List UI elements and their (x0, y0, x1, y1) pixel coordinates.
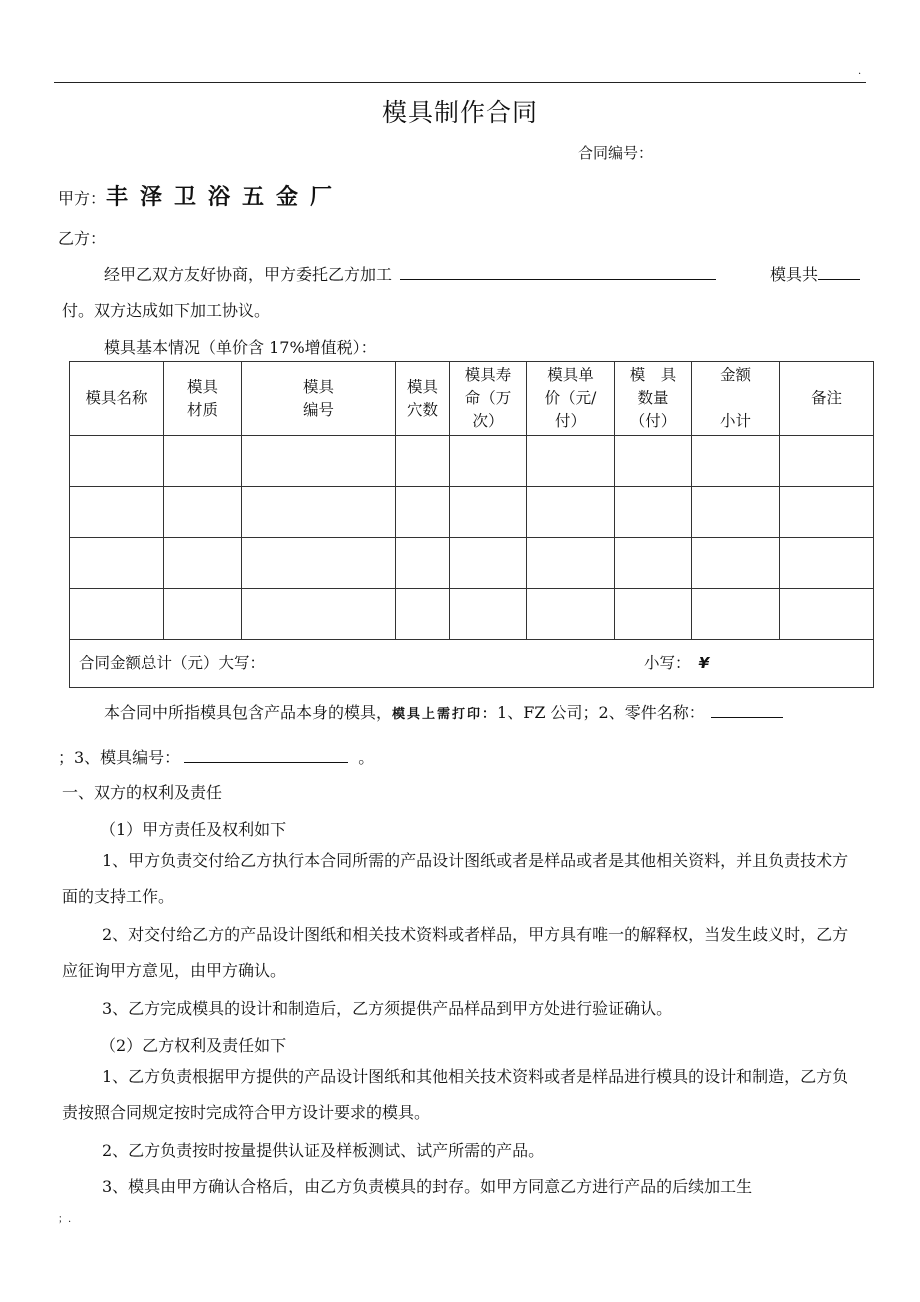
table-cell[interactable] (615, 487, 692, 538)
table-cell[interactable] (450, 538, 527, 589)
table-cell[interactable] (242, 487, 396, 538)
table-header-cell (396, 362, 450, 436)
clause-b2: 2、乙方负责按时按量提供认证及样板测试、试产所需的产品。 (102, 1141, 545, 1160)
table-header-cell (527, 362, 615, 436)
table-cell[interactable] (450, 436, 527, 487)
header-line (692, 387, 779, 410)
table-cell[interactable] (615, 589, 692, 640)
subsection-2-title: （2）乙方权利及责任如下 (100, 1036, 287, 1055)
table-cell[interactable] (527, 538, 615, 589)
mold-note-text-3: ；3、模具编号： (58, 748, 181, 767)
header-dot: . (858, 66, 862, 77)
total-amount-label: 合同金额总计（元）大写： (79, 654, 266, 672)
section-1-title: 一、双方的权利及责任 (62, 783, 223, 802)
party-a-name: 丰泽卫浴五金厂 (106, 184, 345, 210)
mold-note-text-2: 1、FZ 公司；2、零件名称： (497, 703, 705, 722)
party-a-line (58, 180, 344, 211)
table-cell[interactable] (692, 538, 780, 589)
intro-text-3: 付。双方达成如下加工协议。 (62, 301, 271, 320)
header-line: 材质 (186, 400, 218, 419)
table-header-row (70, 362, 874, 436)
header-line: 穴数 (406, 400, 438, 419)
table-row (70, 589, 874, 640)
mold-note-line-1 (104, 700, 783, 723)
table-cell[interactable] (396, 487, 450, 538)
page-title: 模具制作合同 (381, 98, 538, 127)
table-cell[interactable] (692, 436, 780, 487)
table-cell[interactable] (527, 487, 615, 538)
mold-number-blank[interactable] (184, 746, 348, 763)
quantity-blank[interactable] (818, 263, 860, 280)
table-body (70, 436, 874, 640)
table-cell[interactable] (450, 487, 527, 538)
table-cell[interactable] (164, 589, 242, 640)
header-line: 模具寿 (464, 366, 512, 384)
header-line: 命（万 (464, 389, 512, 407)
header-rule (54, 82, 866, 83)
mold-note-bold: 模具上需打印： (392, 707, 498, 722)
table-cell[interactable] (70, 436, 164, 487)
party-a-label: 甲方： (58, 189, 107, 208)
header-line: 次） (472, 412, 504, 430)
part-name-blank[interactable] (711, 701, 783, 718)
table-header-cell (70, 362, 164, 436)
table-cell[interactable] (780, 436, 874, 487)
total-row (70, 640, 874, 688)
table-cell[interactable] (527, 436, 615, 487)
table-header-cell (242, 362, 396, 436)
clause-b1: 1、乙方负责根据甲方提供的产品设计图纸和其他相关技术资料或者是样品进行模具的设计和制造，乙方负责按照合同规定按时完成符合甲方设计要求的模具。 (62, 1067, 849, 1122)
table-cell[interactable] (242, 538, 396, 589)
table-header-cell (692, 362, 780, 436)
clause-a1: 1、甲方负责交付给乙方执行本合同所需的产品设计图纸或者是样品或者是其他相关资料，并且负责技术方面的支持工作。 (62, 851, 849, 906)
table-cell[interactable] (450, 589, 527, 640)
table-cell[interactable] (242, 436, 396, 487)
table-cell[interactable] (396, 436, 450, 487)
mold-table (69, 361, 874, 688)
header-line: 付） (554, 412, 586, 430)
subsection-1-title: （1）甲方责任及权利如下 (100, 820, 287, 839)
contract-number-label: 合同编号： (578, 144, 654, 162)
table-cell[interactable] (242, 589, 396, 640)
mold-note-line-2 (58, 745, 374, 768)
product-blank[interactable] (400, 263, 716, 280)
table-header-cell (164, 362, 242, 436)
table-caption: 模具基本情况（单价含 17%增值税）： (104, 338, 377, 357)
header-line: 价（元/ (544, 389, 597, 407)
table-cell[interactable] (692, 487, 780, 538)
table-cell[interactable] (780, 487, 874, 538)
mold-note-end: 。 (358, 748, 375, 767)
header-line: 模具名称 (85, 389, 148, 407)
intro-line-1 (104, 262, 724, 285)
header-line: 模具 (406, 377, 438, 396)
table-cell[interactable] (164, 538, 242, 589)
table-cell[interactable] (396, 538, 450, 589)
table-cell[interactable] (164, 487, 242, 538)
table-header-cell (780, 362, 874, 436)
table-cell[interactable] (396, 589, 450, 640)
table-cell[interactable] (615, 538, 692, 589)
table-cell[interactable] (615, 436, 692, 487)
header-line: 模具 (302, 377, 334, 396)
currency-symbol: ¥ (698, 654, 710, 672)
table-cell[interactable] (527, 589, 615, 640)
header-line: 模具单 (547, 366, 594, 384)
table-cell[interactable] (780, 589, 874, 640)
mold-note-text-1: 本合同中所指模具包含产品本身的模具， (104, 703, 393, 722)
clause-a2: 2、对交付给乙方的产品设计图纸和相关技术资料或者样品，甲方具有唯一的解释权，当发生歧义时，乙方应征询甲方意见，由甲方确认。 (62, 925, 849, 980)
intro-text-1: 经甲乙双方友好协商，甲方委托乙方加工 (104, 265, 393, 284)
header-line: 备注 (810, 389, 842, 407)
table-row (70, 487, 874, 538)
table-row (70, 436, 874, 487)
table-cell[interactable] (70, 538, 164, 589)
intro-line-1-end (770, 262, 860, 285)
header-line: 模 具 (629, 366, 677, 384)
header-line: （付） (629, 412, 677, 430)
party-b-label: 乙方： (58, 229, 107, 248)
table-row (70, 538, 874, 589)
table-header-cell (450, 362, 527, 436)
table-header-cell (615, 362, 692, 436)
table-cell[interactable] (70, 589, 164, 640)
table-cell[interactable] (70, 487, 164, 538)
header-line: 金额 (719, 366, 751, 384)
small-amount-label: 小写： (644, 654, 691, 672)
header-line: 编号 (302, 400, 334, 419)
intro-text-2: 模具共 (770, 265, 819, 284)
table-cell[interactable] (692, 589, 780, 640)
clause-a3: 3、乙方完成模具的设计和制造后，乙方须提供产品样品到甲方处进行验证确认。 (102, 999, 673, 1018)
table-cell[interactable] (164, 436, 242, 487)
total-cell (70, 640, 874, 688)
header-line: 小计 (719, 412, 751, 430)
clause-b3: 3、模具由甲方确认合格后，由乙方负责模具的封存。如甲方同意乙方进行产品的后续加工生 (102, 1177, 753, 1196)
footer-marks: ；. (58, 1214, 72, 1225)
total-small-label-group (644, 652, 709, 675)
table-cell[interactable] (780, 538, 874, 589)
header-line: 模具 (186, 377, 218, 396)
header-line: 数量 (637, 389, 669, 407)
